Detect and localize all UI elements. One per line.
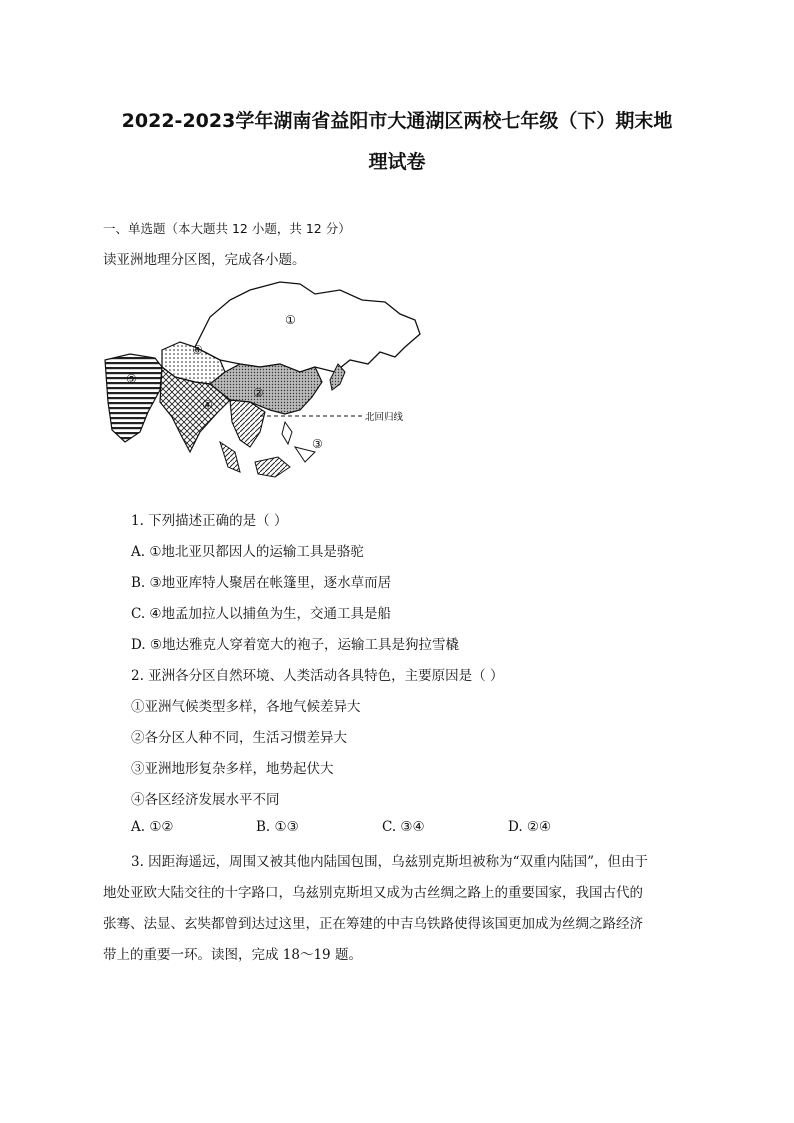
question-2-stem: 2. 亚洲各分区自然环境、人类活动各具特色，主要原因是（ ）: [131, 668, 504, 684]
question-2-choice-d: D. ②④: [508, 819, 552, 835]
question-1-stem: 1. 下列描述正确的是（ ）: [131, 513, 288, 529]
question-3-line-1: 3. 因距海遥远，周围又被其他内陆国包围，乌兹别克斯坦被称为“双重内陆国”，但由于: [131, 854, 648, 870]
question-3-line-2: 地处亚欧大陆交往的十字路口，乌兹别克斯坦又成为古丝绸之路上的重要国家，我国古代的: [103, 885, 643, 901]
region-5-west-asia: [105, 354, 162, 442]
asia-regions-map: [100, 272, 430, 502]
question-2-choice-a: A. ①②: [131, 819, 174, 835]
question-2-statement-4: ④各区经济发展水平不同: [131, 792, 280, 808]
region-label-2: ②: [253, 386, 264, 400]
region-1-north-asia: [195, 282, 420, 372]
tropic-label: 北回归线: [365, 412, 404, 423]
region-label-4: ④: [202, 398, 213, 412]
section-heading: 一、单选题（本大题共 12 小题，共 12 分）: [103, 221, 351, 236]
question-1-option-b: B. ③地亚库特人聚居在帐篷里，逐水草而居: [131, 575, 392, 591]
question-2-statement-1: ①亚洲气候类型多样，各地气候差异大: [131, 699, 361, 715]
question-2-choice-b: B. ①③: [256, 819, 299, 835]
region-label-5: ⑤: [126, 372, 137, 386]
section-intro: 读亚洲地理分区图，完成各小题。: [103, 252, 306, 268]
question-2-statement-3: ③亚洲地形复杂多样，地势起伏大: [131, 761, 334, 777]
question-3-line-3: 张骞、法显、玄奘都曾到达过这里，正在筹建的中吉乌铁路使得该国更加成为丝绸之路经济: [103, 916, 643, 932]
question-1-option-d: D. ⑤地达雅克人穿着宽大的袍子，运输工具是狗拉雪橇: [131, 637, 460, 653]
exam-title-line2: 理试卷: [368, 151, 426, 173]
region-label-3: ③: [312, 437, 323, 451]
question-1-option-a: A. ①地北亚贝都因人的运输工具是骆驼: [131, 544, 364, 560]
question-3-line-4: 带上的重要一环。读图，完成 18～19 题。: [103, 947, 362, 963]
question-2-statement-2: ②各分区人种不同，生活习惯差异大: [131, 730, 347, 746]
question-1-option-c: C. ④地孟加拉人以捕鱼为生，交通工具是船: [131, 606, 392, 622]
region-label-6: ⑥: [192, 343, 203, 357]
exam-title-line1: 2022-2023学年湖南省益阳市大通湖区两校七年级（下）期末地: [121, 110, 673, 132]
region-3-southeast-asia: [230, 400, 265, 447]
region-2-east-asia: [210, 364, 322, 414]
question-2-choice-c: C. ③④: [382, 819, 425, 835]
region-label-1: ①: [285, 313, 296, 327]
